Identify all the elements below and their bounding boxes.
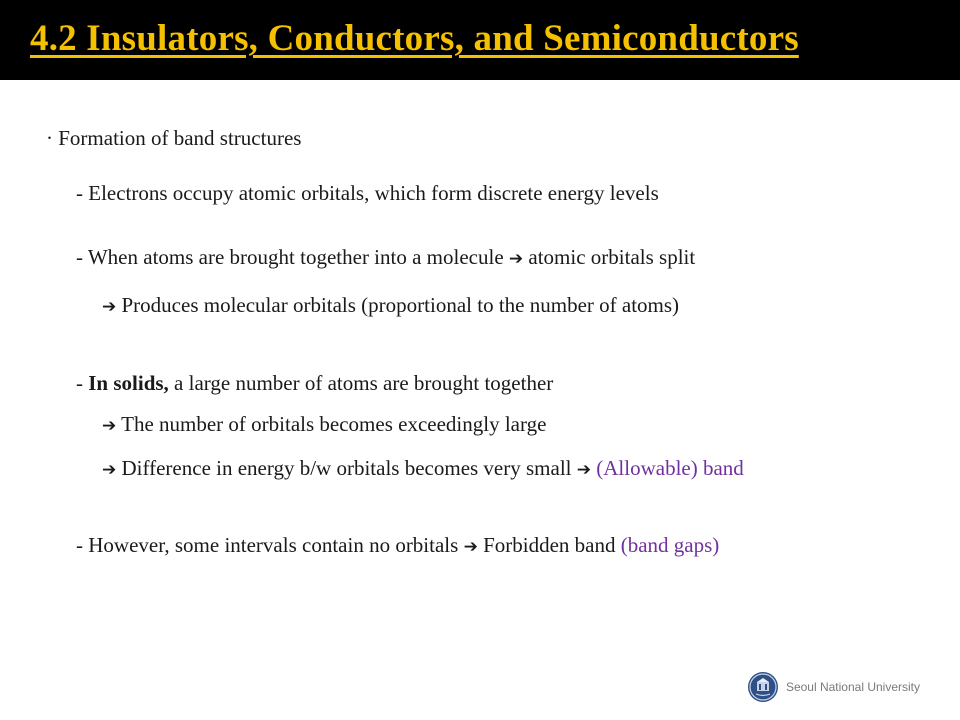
line-orbital-count (102, 411, 546, 439)
line-orbital-count-text: The number of orbitals becomes exceedingly large (116, 412, 547, 436)
institution-name: Seoul National University (785, 680, 920, 694)
footer (748, 672, 920, 702)
slide-title: 4.2 Insulators, Conductors, and Semiconductors (30, 18, 799, 59)
line-energy-difference (102, 455, 744, 483)
dash: - (76, 371, 89, 395)
arrow-icon: ➔ (463, 537, 478, 557)
arrow-icon: ➔ (102, 460, 117, 480)
university-seal-icon (748, 672, 778, 702)
line-molecule-text: - When atoms are brought together into a molecule (76, 245, 509, 269)
arrow-icon: ➔ (508, 249, 524, 269)
arrow-icon: ➔ (576, 460, 591, 480)
forbidden-band-text: Forbidden band (477, 533, 621, 557)
in-solids-label: In solids, (88, 371, 169, 395)
line-band-gaps (76, 532, 719, 560)
line-electrons: - Electrons occupy atomic orbitals, which form discrete energy levels (76, 181, 659, 205)
line-molecular-orbitals-text: Produces molecular orbitals (proportional to the number of atoms) (116, 293, 680, 317)
line-energy-difference-text: Difference in energy b/w orbitals becomes very small (116, 456, 577, 480)
title-bar (0, 0, 960, 80)
line-solids (76, 370, 553, 396)
bullet-heading: · Formation of band structures (46, 126, 302, 150)
line-solids-text: a large number of atoms are brought together (168, 371, 554, 395)
line-molecular-orbitals (102, 292, 679, 320)
arrow-icon: ➔ (102, 416, 117, 436)
line-molecule (76, 244, 695, 272)
allowable-band-label: (Allowable) band (596, 456, 744, 480)
arrow-icon: ➔ (102, 297, 117, 317)
line-band-gaps-text: - However, some intervals contain no orbitals (76, 533, 464, 557)
band-gaps-label: (band gaps) (620, 533, 720, 557)
line-molecule-result: atomic orbitals split (523, 245, 696, 269)
